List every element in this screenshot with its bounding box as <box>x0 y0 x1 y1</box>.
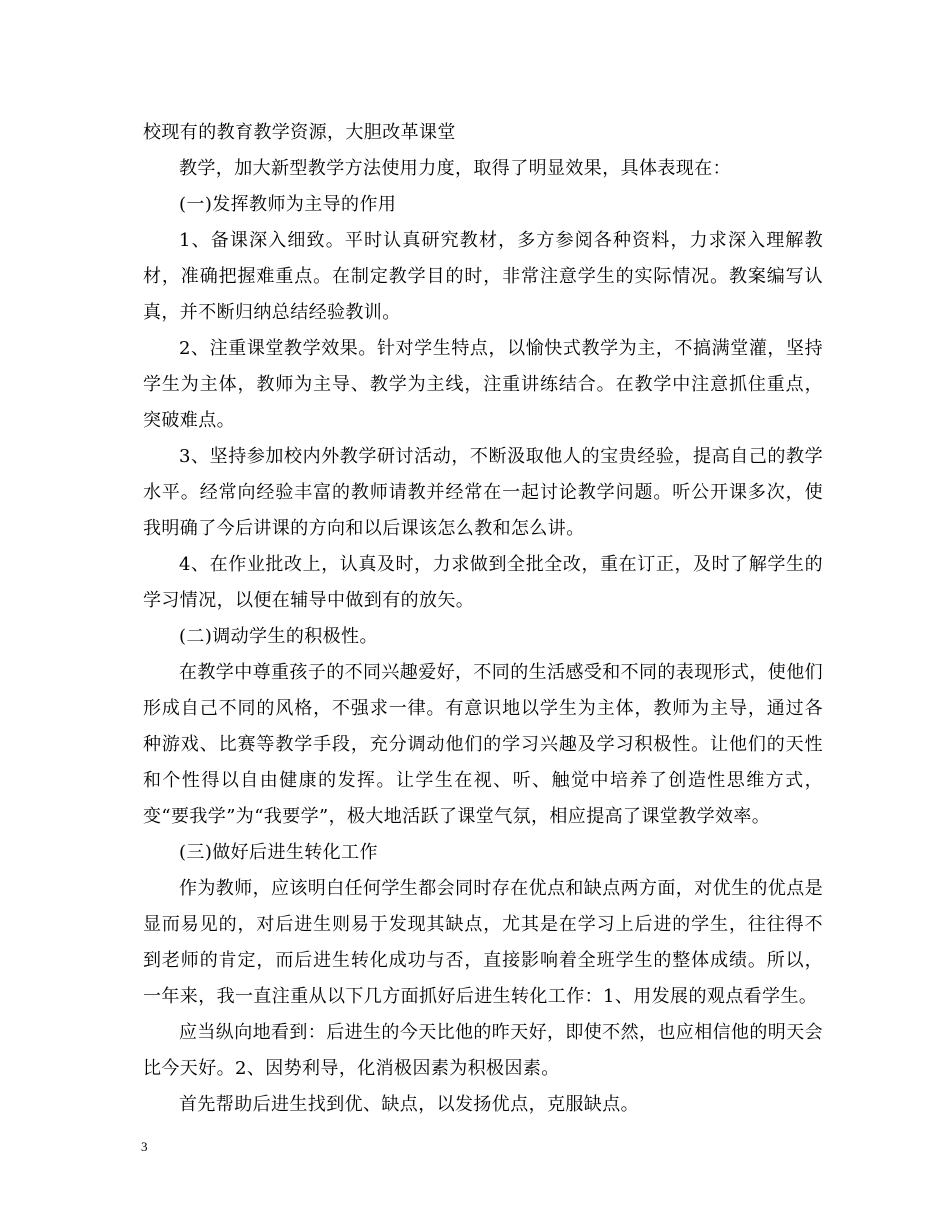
section-heading-1: (一)发挥教师为主导的作用 <box>179 194 397 215</box>
paragraph-item-2: 2、注重课堂教学效果。针对学生特点，以愉快式教学为主，不搞满堂灌，坚持学生为主体，教师为主导、教学为主线，注重讲练结合。在教学中注意抓住重点，突破难点。 <box>143 338 823 431</box>
paragraph-intro: 教学，加大新型教学方法使用力度，取得了明显效果，具体表现在： <box>179 158 731 179</box>
paragraph-student-motivation: 在教学中尊重孩子的不同兴趣爱好，不同的生活感受和不同的表现形式，使他们形成自己不同的风格，不强求一律。有意识地以学生为主体，教师为主导，通过各种游戏、比赛等教学手段，充分调动他们的学习兴趣及学习积极性。让他们的天性和个性得以自由健康的发挥。让学生在视、听、触觉中培养了创造性思维方式，变“要我学”为“我要学”，极大地活跃了课堂气氛，相应提高了课堂教学效率。 <box>143 662 823 827</box>
document-body <box>143 115 823 1123</box>
page-number: 3 <box>141 1139 148 1154</box>
paragraph-continuation: 校现有的教育教学资源，大胆改革课堂 <box>143 122 456 143</box>
paragraph-development-view: 应当纵向地看到：后进生的今天比他的昨天好，即使不然，也应相信他的明天会比今天好。2、因势利导，化消极因素为积极因素。 <box>143 1022 823 1079</box>
section-heading-3: (三)做好后进生转化工作 <box>179 842 378 863</box>
paragraph-item-3: 3、坚持参加校内外教学研讨活动，不断汲取他人的宝贵经验，提高自己的教学水平。经常向经验丰富的教师请教并经常在一起讨论教学问题。听公开课多次，使我明确了今后讲课的方向和以后课该怎么教和怎么讲。 <box>143 446 823 539</box>
paragraph-item-4: 4、在作业批改上，认真及时，力求做到全批全改，重在订正，及时了解学生的学习情况，以便在辅导中做到有的放矢。 <box>143 554 823 611</box>
paragraph-strengths-weaknesses: 首先帮助后进生找到优、缺点，以发扬优点，克服缺点。 <box>179 1094 639 1115</box>
section-heading-2: (二)调动学生的积极性。 <box>179 626 378 647</box>
paragraph-struggling-students: 作为教师，应该明白任何学生都会同时存在优点和缺点两方面，对优生的优点是显而易见的，对后进生则易于发现其缺点，尤其是在学习上后进的学生，往往得不到老师的肯定，而后进生转化成功与否，直接影响着全班学生的整体成绩。所以，一年来，我一直注重从以下几方面抓好后进生转化工作：1、用发展的观点看学生。 <box>143 878 823 1007</box>
paragraph-item-1: 1、备课深入细致。平时认真研究教材，多方参阅各种资料，力求深入理解教材，准确把握难重点。在制定教学目的时，非常注意学生的实际情况。教案编写认真，并不断归纳总结经验教训。 <box>143 230 823 323</box>
